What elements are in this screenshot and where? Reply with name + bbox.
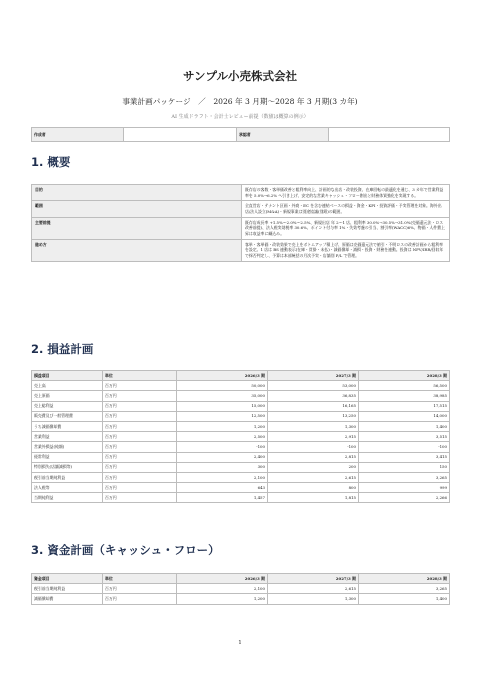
cf-column-header: 資金項目 <box>32 574 103 584</box>
pl-column-header: 2027/3 期 <box>268 371 359 381</box>
table-cell: 百万円 <box>103 432 177 442</box>
table-row <box>32 594 450 604</box>
table-row <box>32 472 450 482</box>
table-cell: 2,615 <box>268 584 359 594</box>
company-name: サンプル小売株式会社 <box>183 69 297 83</box>
overview-row <box>32 239 450 261</box>
table-cell: 800 <box>268 483 359 493</box>
table-cell: -100 <box>177 442 268 452</box>
table-cell: 643 <box>177 483 268 493</box>
table-cell: 百万円 <box>103 411 177 421</box>
table-cell: 50,000 <box>177 381 268 391</box>
table-cell: -100 <box>268 442 359 452</box>
table-cell: 2,400 <box>177 452 268 462</box>
pl-column-header: 単位 <box>103 371 177 381</box>
table-cell: 1,457 <box>177 493 268 503</box>
pl-table <box>31 370 450 503</box>
table-row <box>32 483 450 493</box>
overview-text: 既存店成長率 +1.5%〜2.0%〜2.5%、新規出店 年 2〜1 店、粗利率 30.0%→30.5%→31.0%(売価還元法・ロス改善前提)、法人税実効税率 30.6%、ポイント付与率 1%・失効考慮の引当、割引率(WACC)6%、物価・人件費上昇は収益率に織込み。 <box>242 217 450 239</box>
overview-label: 目的 <box>32 185 242 201</box>
author-label: 作成者 <box>32 128 124 142</box>
table-cell: 150 <box>359 462 450 472</box>
cf-column-header: 2027/3 期 <box>268 574 359 584</box>
table-cell: 3,515 <box>359 432 450 442</box>
page-number: 1 <box>238 640 242 646</box>
table-cell: 3,265 <box>359 584 450 594</box>
table-cell: 売上高 <box>32 381 103 391</box>
table-row <box>32 462 450 472</box>
table-cell: 1,400 <box>359 594 450 604</box>
plan-title: 事業計画パッケージ ／ 2026 年 3 月期〜2028 年 3 月期(3 カ年) <box>122 97 358 106</box>
table-cell: 2,500 <box>177 432 268 442</box>
overview-row <box>32 201 450 217</box>
table-cell: 百万円 <box>103 594 177 604</box>
table-row <box>32 432 450 442</box>
table-row <box>32 381 450 391</box>
table-cell: 2,915 <box>268 432 359 442</box>
table-row <box>32 584 450 594</box>
table-cell: 12,500 <box>177 411 268 421</box>
table-row <box>32 442 450 452</box>
table-cell: 売上総利益 <box>32 401 103 411</box>
overview-row <box>32 217 450 239</box>
table-cell: 1,815 <box>268 493 359 503</box>
overview-row <box>32 185 450 201</box>
table-cell: 売上原価 <box>32 391 103 401</box>
table-cell: 53,000 <box>268 381 359 391</box>
table-cell: 減価償却費 <box>32 594 103 604</box>
table-cell: 百万円 <box>103 391 177 401</box>
table-cell: 2,100 <box>177 472 268 482</box>
table-cell: 百万円 <box>103 401 177 411</box>
table-cell: 999 <box>359 483 450 493</box>
table-cell: 35,000 <box>177 391 268 401</box>
cf-column-header: 単位 <box>103 574 177 584</box>
table-cell: 300 <box>177 462 268 472</box>
table-cell: 営業外損益(純額) <box>32 442 103 452</box>
table-cell: 15,000 <box>177 401 268 411</box>
table-row <box>32 411 450 421</box>
table-row <box>32 421 450 431</box>
table-cell: 16,165 <box>268 401 359 411</box>
pl-column-header: 2026/3 期 <box>177 371 268 381</box>
table-cell: 2,266 <box>359 493 450 503</box>
table-cell: 3,415 <box>359 452 450 462</box>
table-cell: 17,515 <box>359 401 450 411</box>
overview-label: 範囲 <box>32 201 242 217</box>
section-heading-pl: 2. 損益計画 <box>31 342 94 356</box>
signoff-table <box>31 127 450 142</box>
table-cell: 百万円 <box>103 584 177 594</box>
approver-field[interactable] <box>329 128 450 142</box>
overview-label: 進め方 <box>32 239 242 261</box>
table-row <box>32 391 450 401</box>
table-cell: 百万円 <box>103 472 177 482</box>
table-cell: 百万円 <box>103 452 177 462</box>
table-cell: 税引前当期純利益 <box>32 472 103 482</box>
table-cell: 当期純利益 <box>32 493 103 503</box>
table-row <box>32 493 450 503</box>
cf-column-header: 2028/3 期 <box>359 574 450 584</box>
table-cell: -100 <box>359 442 450 452</box>
author-field[interactable] <box>124 128 237 142</box>
cf-table <box>31 573 450 605</box>
table-cell: 38,985 <box>359 391 450 401</box>
approver-label: 承認者 <box>237 128 329 142</box>
section-heading-cf: 3. 資金計画（キャッシュ・フロー） <box>31 543 220 557</box>
table-cell: 1,200 <box>177 594 268 604</box>
table-cell: 1,400 <box>359 421 450 431</box>
table-cell: 百万円 <box>103 493 177 503</box>
table-cell: 200 <box>268 462 359 472</box>
overview-label: 主要前提 <box>32 217 242 239</box>
table-cell: 14,000 <box>359 411 450 421</box>
table-cell: 百万円 <box>103 381 177 391</box>
table-cell: 3,265 <box>359 472 450 482</box>
table-cell: 税引前当期純利益 <box>32 584 103 594</box>
table-cell: 百万円 <box>103 421 177 431</box>
table-row <box>32 452 450 462</box>
table-cell: 法人税等 <box>32 483 103 493</box>
table-cell: 2,815 <box>268 452 359 462</box>
table-cell: うち減価償却費 <box>32 421 103 431</box>
section-heading-overview: 1. 概要 <box>31 155 71 169</box>
pl-column-header: 2028/3 期 <box>359 371 450 381</box>
table-cell: 1,300 <box>268 421 359 431</box>
table-cell: 2,615 <box>268 472 359 482</box>
table-cell: 販売費及び一般管理費 <box>32 411 103 421</box>
overview-text: 客単・客単価・改装効果で売上をボトムアップ積上げ、原価は売価還元法で値引・不明ロスの改善計画から粗利率を設定。1 店は BS 連動表示(在庫・買掛・未払)・減価償却・減損・投資・財務を連動。投資は NPV/IRR/回収年で採否判定し、予算は本部統括の月次予実・店舗別 P/L で管理。 <box>242 239 450 261</box>
table-cell: 百万円 <box>103 483 177 493</box>
table-cell: 36,835 <box>268 391 359 401</box>
cf-column-header: 2026/3 期 <box>177 574 268 584</box>
table-cell: 56,500 <box>359 381 450 391</box>
table-cell: 13,250 <box>268 411 359 421</box>
table-cell: 百万円 <box>103 462 177 472</box>
table-cell: 特別損失(店舗減損等) <box>32 462 103 472</box>
table-cell: 経常利益 <box>32 452 103 462</box>
overview-text: 全直営店・テナント区画・外商・EC を含む連結ベースの損益・資金・KPI・投資評価・予実管理を対象。海外出店/法人設立(M&A)・新規事業は別途協議(別紙)の範囲。 <box>242 201 450 217</box>
overview-text: 既存店の客数・客単価改善と粗利率向上、計画的な出店・改装投資、在庫回転の最適化を通じ、3 カ年で営業利益率を 5.0%→6.2% へ引き上げ、安定的な営業キャッシュ・フロー創出と財務体質強化を実現する。 <box>242 185 450 201</box>
table-cell: 1,200 <box>177 421 268 431</box>
pl-column-header: 損益項目 <box>32 371 103 381</box>
table-cell: 百万円 <box>103 442 177 452</box>
table-cell: 1,300 <box>268 594 359 604</box>
table-cell: 営業利益 <box>32 432 103 442</box>
table-row <box>32 401 450 411</box>
plan-subtitle: AI 生成ドラフト・会計士レビュー前提（数値は概算の例示） <box>171 114 309 120</box>
overview-table <box>31 184 450 262</box>
table-cell: 2,100 <box>177 584 268 594</box>
